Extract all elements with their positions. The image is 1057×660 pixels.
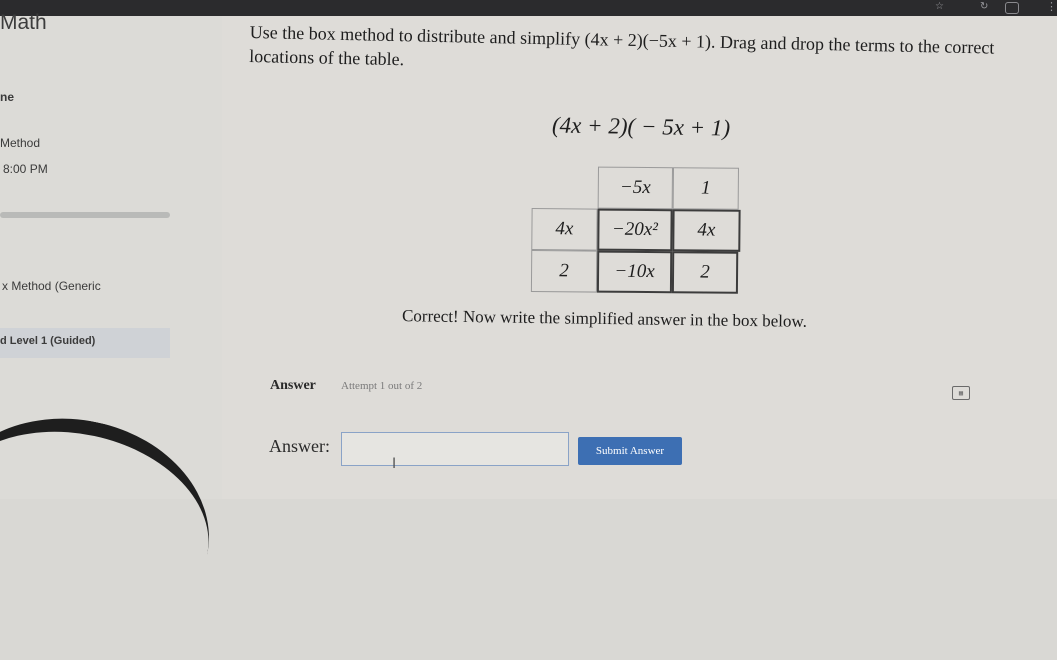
drop-cell-r2c2[interactable]: 2 bbox=[672, 251, 738, 294]
sidebar-item-home[interactable]: ne bbox=[0, 90, 15, 104]
progress-bar bbox=[0, 212, 170, 218]
sidebar-due-time: 8:00 PM bbox=[3, 162, 48, 176]
text-cursor-icon: I bbox=[392, 456, 397, 472]
feedback-message: Correct! Now write the simplified answer in the box below. bbox=[401, 306, 808, 331]
question-instructions: Use the box method to distribute and simplify (4x + 2)(−5x + 1). Drag and drop the terms to the correct locations of the table. bbox=[249, 21, 995, 70]
browser-toolbar bbox=[0, 0, 1057, 16]
attempt-counter: Attempt 1 out of 2 bbox=[341, 380, 423, 392]
star-icon[interactable]: ☆ bbox=[935, 1, 944, 12]
drop-cell-r1c1[interactable]: −20x² bbox=[597, 209, 672, 252]
drop-cell-r1c2[interactable]: 4x bbox=[672, 209, 740, 252]
submit-answer-button[interactable]: Submit Answer bbox=[578, 437, 682, 465]
drop-cell-r2c1[interactable]: −10x bbox=[597, 251, 672, 294]
row-header-4x: 4x bbox=[531, 208, 597, 251]
answer-label: Answer: bbox=[269, 436, 330, 456]
row-header-2: 2 bbox=[531, 250, 597, 293]
keyboard-icon[interactable]: ▦ bbox=[952, 386, 970, 400]
sidebar-item-method[interactable]: Method bbox=[0, 136, 41, 150]
answer-heading: Answer bbox=[270, 378, 316, 393]
column-header-1: 1 bbox=[673, 167, 739, 210]
math-expression: (4x + 2)( − 5x + 1) bbox=[551, 112, 731, 141]
main-content bbox=[222, 16, 1057, 499]
sidebar-item-method-generic[interactable]: x Method (Generic bbox=[2, 279, 101, 293]
extension-icon[interactable] bbox=[1005, 2, 1019, 14]
answer-input[interactable] bbox=[341, 432, 569, 466]
reload-icon[interactable]: ↻ bbox=[980, 1, 989, 12]
sidebar-item-level-guided[interactable]: d Level 1 (Guided) bbox=[0, 335, 96, 347]
sidebar-title: Math bbox=[0, 11, 47, 34]
column-header-neg5x: −5x bbox=[598, 167, 673, 210]
menu-dots-icon[interactable]: ⋮ bbox=[1046, 0, 1057, 13]
